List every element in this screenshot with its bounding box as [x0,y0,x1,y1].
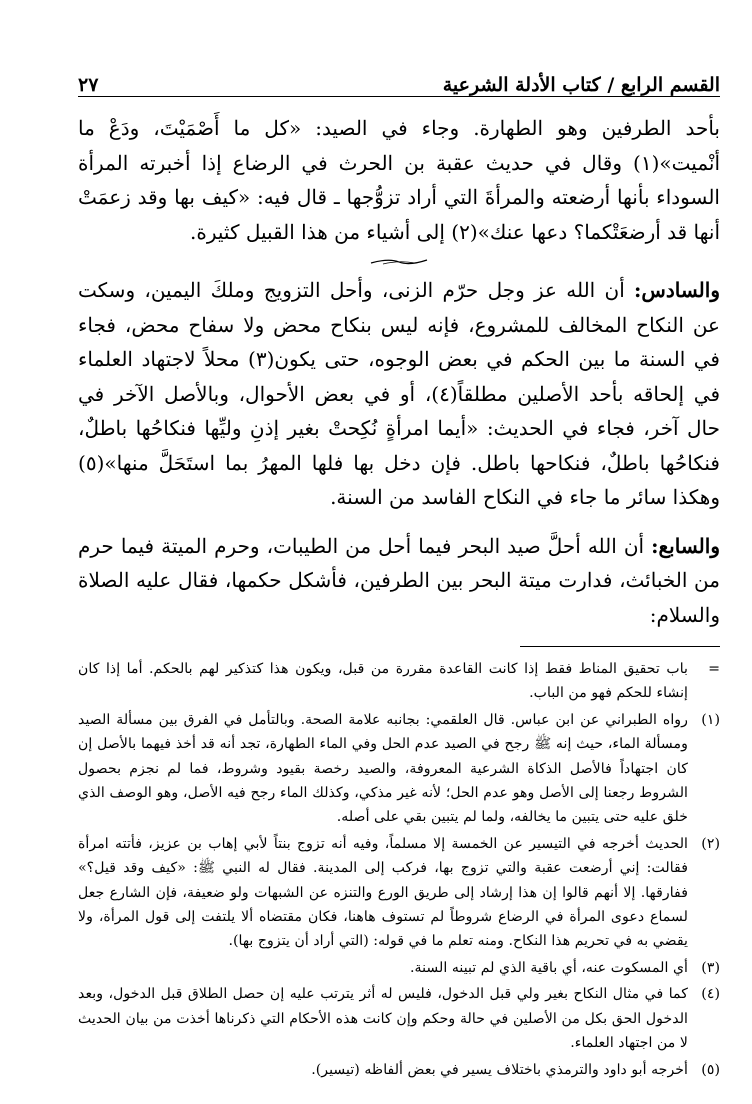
footnote-number: = [708,661,720,677]
footnote-number: (٤) [701,986,720,1003]
footnote [78,657,720,706]
footnote-text: باب تحقيق المناط فقط إذا كانت القاعدة مقررة من قبل، ويكون هذا كتذكير لهم بالحكم. أما إذا كان إنشاء للحكم فهو من الباب. [78,661,688,702]
paragraph-2-text: أن الله عز وجل حرّم الزنى، وأحل التزويج وملكَ اليمين، وسكت عن النكاح المخالف للمشروع، فإنه ليس بنكاح محض ولا سفاح محض، فجاء في السنة ما بين الحكم في بعض الوجوه، حتى يكون(٣) محلاً لاجتهاد العلماء في إلحاقه بأحد الأصلين مطلقاً(٤)، أو في بعض الأحوال، وبالأصل الآخر في حال آخر، فجاء في الحديث: «أيما امرأةٍ نُكِحتْ بغير إذنِ وليِّها فنكاحُها باطلٌ، فنكاحُها باطلٌ، فنكاحها باطل. فإن دخل بها فلها المهرُ بما استَحَلَّ منها»(٥) وهكذا سائر ما جاء في النكاح الفاسد من السنة. [78,278,721,509]
footnote-text: رواه الطبراني عن ابن عباس. قال العلقمي: بجانبه علامة الصحة. وبالتأمل في الفرق بين مسألة الصيد ومسألة الماء، حيث إنه ﷺ رجح في الصيد عدم الحل وفي الماء الطهارة، تجد أنه قد أخذ فيهما بالأصل إن كان اجتهاداً فالأصل الذكاة الشرعية المعروفة، والصيد رخصة بقيود وشروط، فما لم نجزم بحصول الشروط رجعنا إلى الأصل وهو عدم الحل؛ لأنه غير مذكي، وكذلك الماء رجح فيه الأصل، وهو الوصف الذي خلق عليه حتى يتبين ما يخالفه، ولما لم يتبين بقي على أصله. [78,711,688,826]
footnote-number: (٥) [701,1061,720,1078]
header-title: القسم الرابع / كتاب الأدلة الشرعية [442,74,720,96]
footnote-separator [520,646,720,647]
footnote-text: كما في مثال النكاح بغير ولي قبل الدخول، فليس له أثر يترتب عليه إن حصل الطلاق قبل الدخول، وبعد الدخول الحق بكل من الأصلين في حالة وحكم وإن كانت هذه الأحكام التي ذكرناها أخذت من بيان الحديث لا من اجتهاد العلماء. [78,986,688,1052]
footnote-number: (١) [701,711,720,728]
footnote [78,956,720,980]
footnote [78,708,720,830]
footnote [78,982,720,1055]
footnote-text: أي المسكوت عنه، أي باقية الذي لم تبينه السنة. [410,959,688,976]
page-number: ٢٧ [78,74,99,96]
main-text [78,111,720,632]
running-header [78,62,720,97]
paragraph-3-text: أن الله أحلَّ صيد البحر فيما أحل من الطيبات، وحرم الميتة فيما حرم من الخبائث، فدارت ميتة البحر بين الطرفين، فأشكل حكمها، فقال عليه الصلاة والسلام: [78,533,720,627]
book-page [78,62,720,1084]
footnote-text: أخرجه أبو داود والترمذي باختلاف يسير في بعض ألفاظه (تيسير). [311,1061,688,1078]
footnote [78,1058,720,1082]
footnote-number: (٢) [701,835,720,852]
footnote-text: الحديث أخرجه في التيسير عن الخمسة إلا مسلماً، وفيه أنه تزوج بنتاً لأبي إهاب بن عزيز، فأتته امرأة فقالت: إني أرضعت عقبة والتي تزوج بها، فركب إلى المدينة. فقال له النبي ﷺ: «كيف وقد قيل؟» ففارقها. إلا أنهم قالوا إن هذا إرشاد إلى طريق الورع والتنزه عن الشبهات ولو ضعيفة، فإن الشارع جعل لسماع دعوى المرأة في الرضاع شروطاً لم تستوف هاهنا، فكان مقتضاه ألا يلتفت إلى قول المرأة، ولا يقضي به في تحريم هذا النكاح. ومنه تعلم ما في قوله: (التي أراد أن يتزوج بها). [78,835,688,950]
ornament-divider [78,257,720,267]
paragraph-2-lead: والسادس: [634,278,720,302]
paragraph-3-lead: والسابع: [651,533,720,558]
paragraph-1: بأحد الطرفين وهو الطهارة. وجاء في الصيد: «كل ما أَصْمَيْتَ، ودَعْ ما أنْميت»(١) وقال في حديث عقبة بن الحرث في الرضاع إذا أخبرته المرأة السوداء بأنها أرضعته والمرأةَ التي أراد تزوُّجها ـ قال فيه: «كيف بها وقد زعمَتْ أنها قد أرضعَتْكما؟ دعها عنك»(٢) إلى أشياء من هذا القبيل كثيرة. [78,116,721,244]
footnote-number: (٣) [701,959,720,976]
flourish-icon [369,257,429,267]
footnotes [78,657,720,1082]
paragraph-2 [78,273,720,515]
footnote [78,832,720,954]
paragraph-3 [78,529,720,633]
